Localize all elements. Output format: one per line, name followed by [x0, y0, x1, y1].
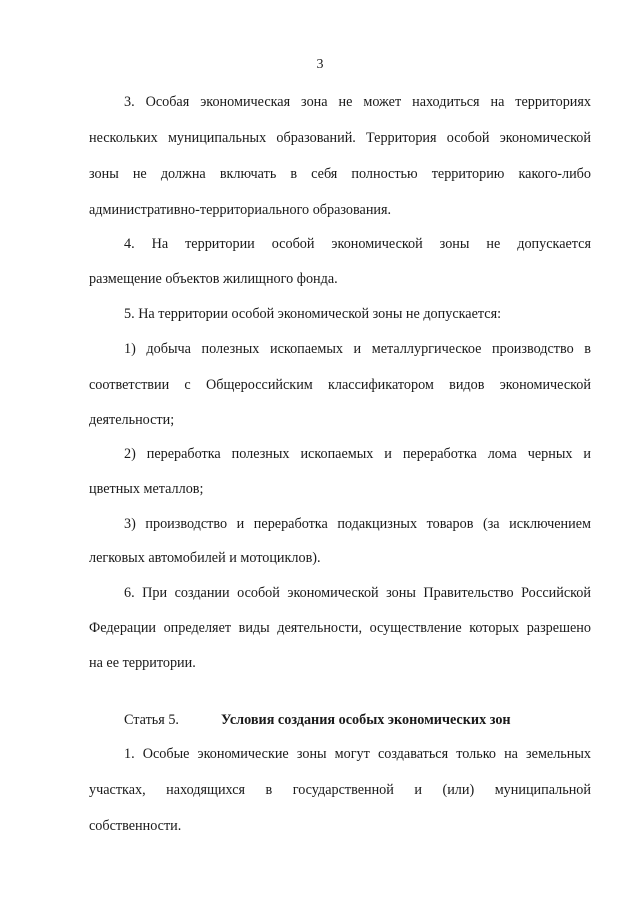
paragraph-4-line-2: размещение объектов жилищного фонда.	[89, 271, 338, 287]
item-2-line-2: цветных металлов;	[89, 481, 204, 497]
article-5-paragraph-1-line-3: собственности.	[89, 818, 182, 834]
paragraph-3-line-3: зоны не должна включать в себя полностью территорию какого-либо	[89, 166, 591, 182]
paragraph-3-line-1: 3. Особая экономическая зона не может находиться на территориях	[124, 94, 591, 110]
article-5-paragraph-1-line-1: 1. Особые экономические зоны могут создаваться только на земельных	[124, 746, 591, 762]
item-1-line-2: соответствии с Общероссийским классификатором видов экономической	[89, 377, 591, 393]
paragraph-5-line-1: 5. На территории особой экономической зоны не допускается:	[124, 306, 502, 322]
article-title: Условия создания особых экономических зон	[221, 712, 511, 728]
paragraph-4-line-1: 4. На территории особой экономической зоны не допускается	[124, 236, 591, 252]
article-label: Статья 5.	[124, 712, 179, 728]
item-3-line-1: 3) производство и переработка подакцизных товаров (за исключением	[124, 516, 591, 532]
item-1-line-1: 1) добыча полезных ископаемых и металлургическое производство в	[124, 341, 591, 357]
paragraph-6-line-2: Федерации определяет виды деятельности, осуществление которых разрешено	[89, 620, 591, 636]
item-1-line-3: деятельности;	[89, 412, 175, 428]
item-3-line-2: легковых автомобилей и мотоциклов).	[89, 550, 321, 566]
paragraph-3-line-4: административно-территориального образования.	[89, 202, 392, 218]
paragraph-6-line-3: на ее территории.	[89, 655, 196, 671]
paragraph-6-line-1: 6. При создании особой экономической зоны Правительство Российской	[124, 585, 591, 601]
page-number: 3	[316, 57, 324, 72]
paragraph-3-line-2: нескольких муниципальных образований. Территория особой экономической	[89, 130, 591, 146]
item-2-line-1: 2) переработка полезных ископаемых и переработка лома черных и	[124, 446, 591, 462]
article-5-paragraph-1-line-2: участках, находящихся в государственной и (или) муниципальной	[89, 782, 591, 798]
